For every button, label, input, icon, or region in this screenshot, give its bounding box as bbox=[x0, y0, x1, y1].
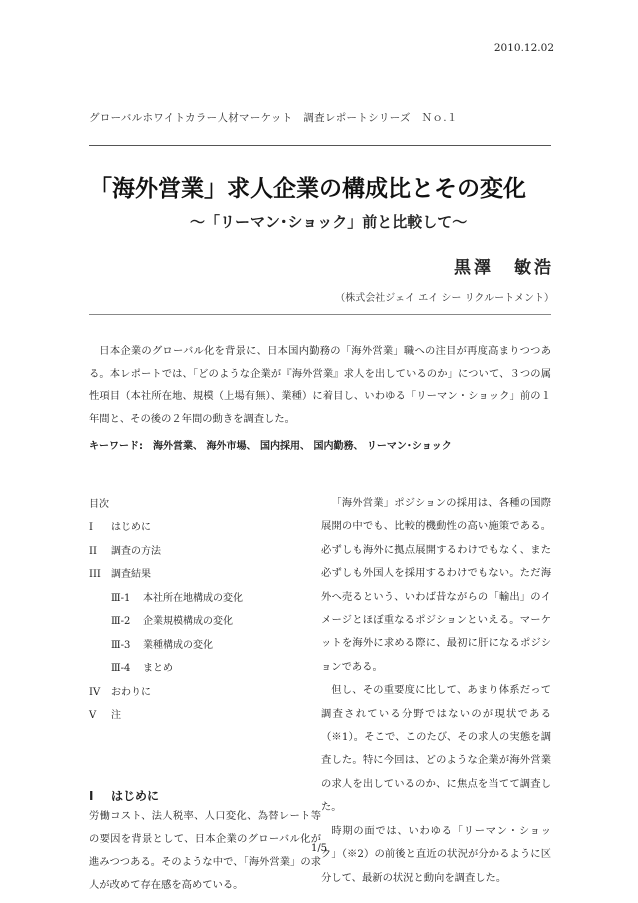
paper-subtitle: ～「リーマン･ショック」前と比較して～ bbox=[190, 213, 468, 231]
section-heading-intro bbox=[89, 787, 159, 804]
toc-title: 目次 bbox=[89, 499, 109, 510]
toc-item-num: III bbox=[89, 569, 101, 580]
toc-item-num: Ⅲ-1 bbox=[111, 592, 131, 604]
author-name: 黒澤 敏浩 bbox=[454, 258, 554, 278]
toc-item-label: はじめに bbox=[111, 522, 151, 533]
toc-item bbox=[89, 610, 319, 634]
paper-title: 「海外営業」求人企業の構成比とその変化 bbox=[89, 176, 526, 202]
toc-item-label: 業種構成の変化 bbox=[143, 639, 213, 651]
section-title: はじめに bbox=[111, 789, 160, 803]
series-title: グローバルホワイトカラー人材マーケット 調査レポートシリーズ Ｎｏ.１ bbox=[89, 112, 458, 124]
toc-item-num: I bbox=[89, 522, 93, 533]
toc-item bbox=[89, 540, 319, 564]
body-paragraph: 但し、その重要度に比して、あまり体系だって調査されている分野ではないのが現状である（※1）。そこで、このたび、その求人の実態を調査した。特に今回は、どのような企業が海外営業の求人を出しているのか、に焦点を当てて調査した。 bbox=[321, 684, 551, 814]
page-number: 1/5 bbox=[310, 843, 328, 854]
toc-item bbox=[89, 563, 319, 587]
toc-item-label: まとめ bbox=[143, 663, 173, 674]
toc-item-num: Ⅲ-4 bbox=[111, 663, 131, 674]
toc-item-label: 調査結果 bbox=[111, 569, 151, 580]
toc-item-num: Ⅲ-3 bbox=[111, 639, 131, 651]
abstract bbox=[89, 340, 551, 430]
toc-item-label: 本社所在地構成の変化 bbox=[143, 592, 243, 604]
toc-item bbox=[89, 704, 319, 728]
title-rule bbox=[89, 314, 551, 315]
toc-item-label: おわりに bbox=[111, 686, 151, 698]
toc-item-num: Ⅲ-2 bbox=[111, 616, 131, 627]
author-affiliation: （株式会社ジェイ エイ シー リクルートメント） bbox=[335, 293, 554, 304]
body-paragraph: 時期の面では、いわゆる「リーマン・ショック」（※2）の前後と直近の状況が分かるように区分して、最新の状況と動向を調査した。 bbox=[321, 824, 551, 884]
toc-item-label: 調査の方法 bbox=[111, 545, 161, 557]
toc-item-num: V bbox=[89, 710, 97, 721]
header-rule bbox=[89, 145, 551, 146]
toc-item bbox=[89, 634, 319, 658]
toc-item bbox=[89, 657, 319, 681]
toc-item-label: 企業規模構成の変化 bbox=[143, 616, 233, 627]
section-number: I bbox=[89, 789, 94, 803]
toc-item-num: IV bbox=[89, 686, 101, 698]
toc-item bbox=[89, 681, 319, 705]
table-of-contents bbox=[89, 493, 319, 728]
body-paragraph: 「海外営業」ポジションの採用は、各種の国際展開の中でも、比較的機動性の高い施策である。必ずしも海外に拠点展開するわけでもなく、また必ずしも外国人を採用するわけでもない。ただ海外へ売るという、いわば昔ながらの「輸出」のイメージとほぼ重なるポジションといえる。マーケットを海外に求める際に、最初に肝になるポジションである。 bbox=[321, 497, 551, 673]
keywords: キーワード: 海外営業、 海外市場、 国内採用、 国内勤務、 リーマン･ショック bbox=[89, 441, 452, 452]
report-date: 2010.12.02 bbox=[493, 42, 554, 54]
toc-item-label: 注 bbox=[111, 710, 121, 721]
intro-paragraph: 労働コスト、法人税率、人口変化、為替レート等の要因を背景として、日本企業のグローバル化が進みつつある。そのような中で、「海外営業」の求人が改めて存在感を高めている。 bbox=[89, 810, 321, 891]
right-column bbox=[321, 492, 551, 890]
abstract-text: 日本企業のグローバル化を背景に、日本国内勤務の「海外営業」職への注目が再度高まりつつある。本レポートでは、「どのような企業が『海外営業』求人を出しているのか」について、３つの属性項目（本社所在地、規模（上場有無）、業種）に着目し、いわゆる「リーマン・ショック」前の１年間と、その後の２年間の動きを調査した。 bbox=[89, 345, 551, 425]
toc-item bbox=[89, 516, 319, 540]
toc-item bbox=[89, 587, 319, 611]
toc-item-num: II bbox=[89, 545, 97, 557]
